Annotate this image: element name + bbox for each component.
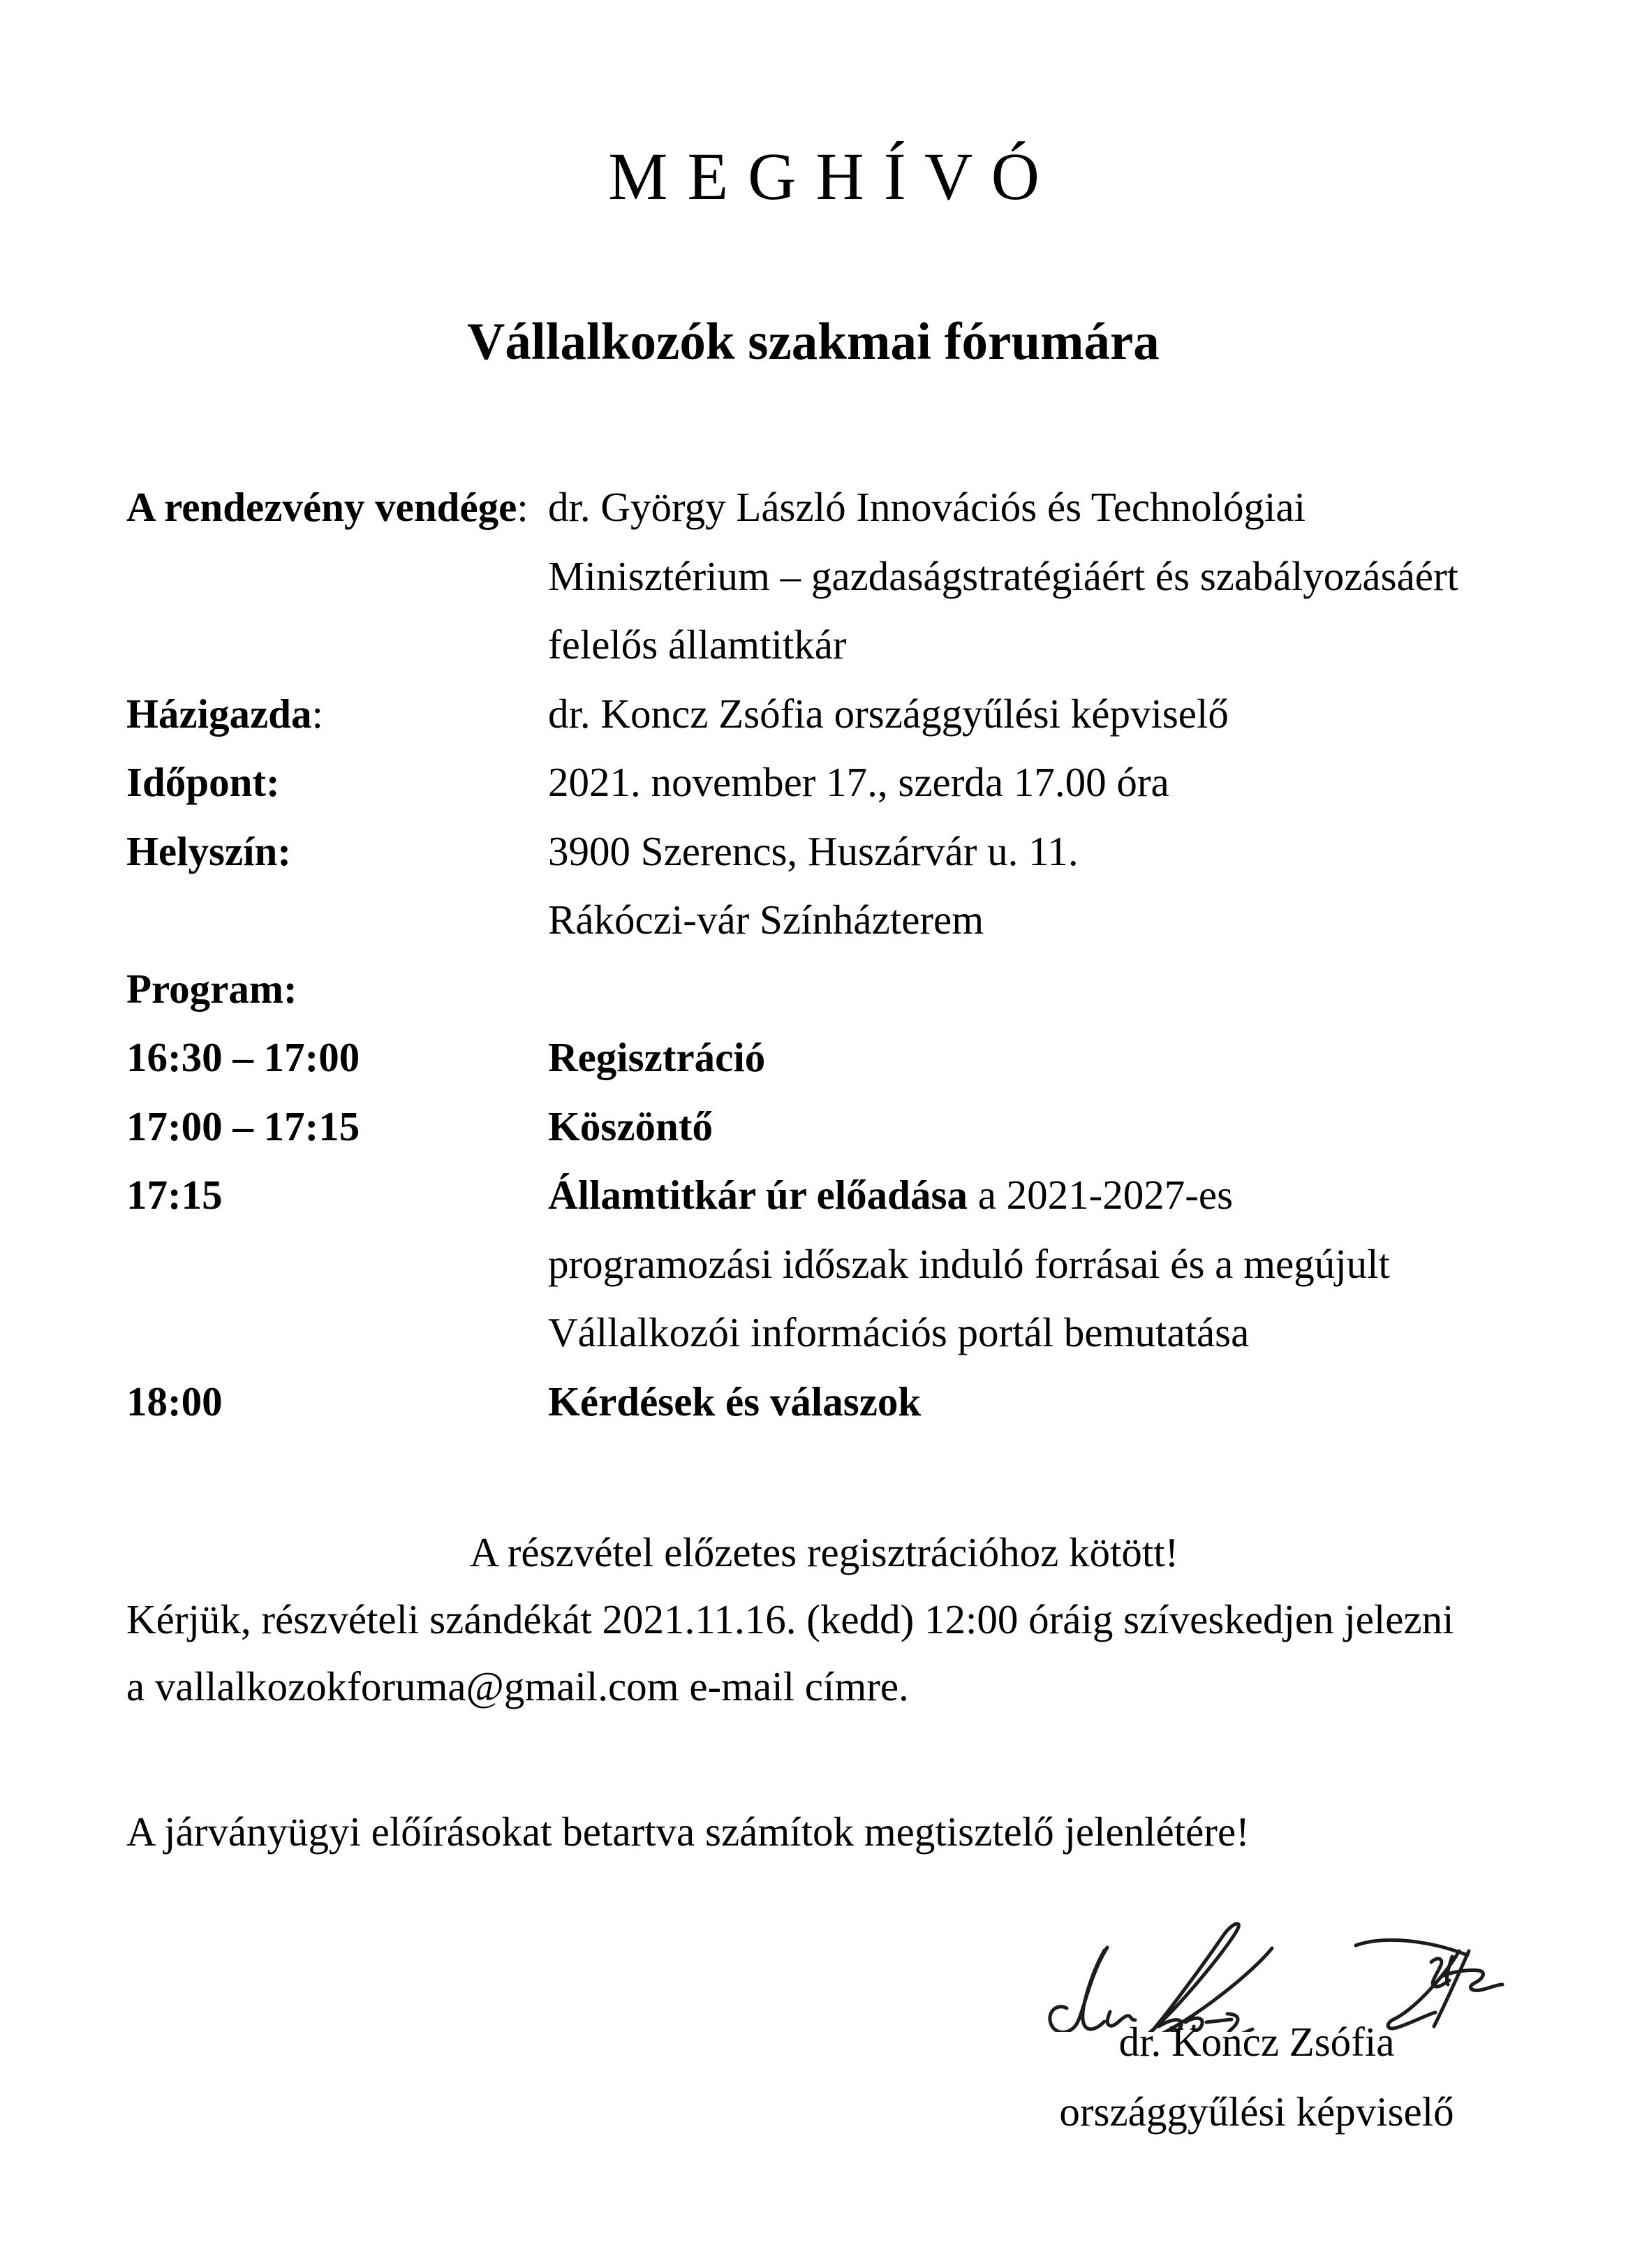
registration-email-line: a vallalkozokforuma@gmail.com e-mail címre.: [126, 1663, 909, 1709]
details-and-program-section: [126, 473, 1522, 1436]
program-title-continuation: programozási időszak induló forrásai és a megújult: [548, 1240, 1390, 1287]
detail-row-time: [126, 748, 1522, 817]
detail-value-guest-line2: Minisztérium – gazdaságstratégiáért és szabályozásáért: [548, 552, 1458, 599]
detail-value-guest-line1: dr. György László Innovációs és Technológiai: [548, 484, 1306, 530]
closing-line: A járványügyi előírásokat betartva számítok megtisztelő jelenlétére!: [126, 1809, 1250, 1855]
program-time: 16:30 – 17:00: [126, 1034, 360, 1080]
detail-row-host: [126, 679, 1522, 749]
program-time: 17:00 – 17:15: [126, 1103, 360, 1149]
detail-value-host: dr. Koncz Zsófia országgyűlési képviselő: [548, 690, 1229, 737]
signature-name: dr. Koncz Zsófia: [1118, 2019, 1395, 2065]
program-title-continuation: Vállalkozói információs portál bemutatása: [548, 1309, 1250, 1355]
detail-label-venue: Helyszín:: [126, 827, 291, 874]
detail-value-guest-line3: felelős államtitkár: [548, 621, 847, 668]
program-row-registration: [126, 1023, 1522, 1092]
program-row-welcome: [126, 1092, 1522, 1161]
program-row-lecture-cont2: [126, 1298, 1522, 1367]
program-time: 17:15: [126, 1172, 223, 1218]
registration-section: [126, 1519, 1522, 1720]
program-time: 18:00: [126, 1378, 223, 1424]
document-title: M E G H Í V Ó: [608, 139, 1041, 214]
detail-value-time: 2021. november 17., szerda 17.00 óra: [548, 759, 1169, 805]
detail-row-venue: [126, 817, 1522, 886]
detail-label-time: Időpont:: [126, 759, 280, 805]
program-row-questions: [126, 1367, 1522, 1436]
detail-value-venue-line2: Rákóczi-vár Színházterem: [548, 897, 984, 943]
detail-label-guest: A rendezvény vendége:: [126, 484, 528, 530]
detail-row-venue-cont: [126, 885, 1522, 955]
detail-label-host: Házigazda:: [126, 690, 323, 737]
detail-row-guest-cont2: [126, 610, 1522, 679]
program-title: Köszöntő: [548, 1103, 713, 1149]
program-title: Kérdések és válaszok: [548, 1378, 922, 1424]
program-heading-row: [126, 955, 1522, 1024]
detail-value-venue-line1: 3900 Szerencs, Huszárvár u. 11.: [548, 827, 1079, 874]
signature-role: országgyűlési képviselő: [1059, 2089, 1454, 2135]
document-subtitle: Vállalkozók szakmai fórumára: [467, 313, 1160, 371]
registration-line: Kérjük, részvételi szándékát 2021.11.16. (kedd) 12:00 óráig szíveskedjen jelezni: [126, 1596, 1454, 1642]
program-row-lecture-cont1: [126, 1230, 1522, 1299]
signature-block: [1012, 2007, 1501, 2146]
program-heading: Program:: [126, 965, 297, 1012]
registration-notice: A részvétel előzetes regisztrációhoz kötött!: [469, 1529, 1179, 1575]
detail-row-guest-cont1: [126, 542, 1522, 611]
program-row-lecture: [126, 1161, 1522, 1230]
program-title-mixed: Államtitkár úr előadása a 2021-2027-es: [548, 1172, 1234, 1218]
detail-row-guest: [126, 473, 1522, 542]
program-title: Regisztráció: [548, 1034, 766, 1080]
